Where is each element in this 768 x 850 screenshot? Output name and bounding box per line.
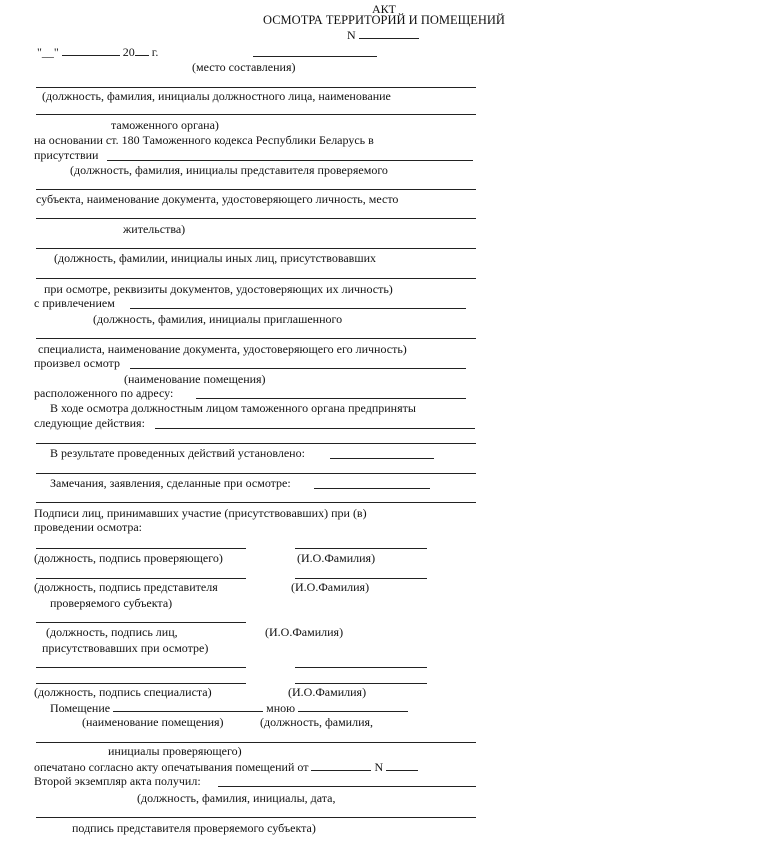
caption-sealing-position: (должность, фамилия, (260, 715, 374, 729)
basis-text: на основании ст. 180 Таможенного кодекса Республики Беларусь в (34, 133, 374, 147)
caption-specialist-2: специалиста, наименование документа, удостоверяющего его личность) (38, 342, 407, 356)
involvement-label: с привлечением (34, 296, 115, 310)
caption-inspector: (должность, подпись проверяющего) (34, 551, 223, 565)
actions-text-2: следующие действия: (34, 416, 145, 430)
actions-field-2 (36, 443, 476, 444)
present-signature-field-2 (36, 667, 246, 668)
caption-representative-sign-2: проверяемого субъекта) (50, 596, 173, 610)
result-field-2 (36, 473, 476, 474)
caption-others-2: при осмотре, реквизиты документов, удостоверяющих их личность) (44, 282, 393, 296)
representative-signature-field (36, 578, 246, 579)
specialist-signature-field (36, 683, 246, 684)
presence-label: присутствии (34, 148, 99, 162)
remarks-label: Замечания, заявления, сделанные при осмотре: (50, 476, 291, 490)
place-field (253, 56, 377, 57)
inspected-field (130, 368, 466, 369)
caption-official-2: таможенного органа) (111, 118, 219, 132)
representative-field-2 (36, 218, 476, 219)
caption-inspector-fio: (И.О.Фамилия) (297, 551, 376, 565)
act-subtitle: ОСМОТРА ТЕРРИТОРИЙ И ПОМЕЩЕНИЙ (263, 13, 505, 27)
caption-representative-1: (должность, фамилия, инициалы представителя проверяемого (70, 163, 388, 177)
caption-received-2: подпись представителя проверяемого субъекта) (72, 821, 316, 835)
caption-premises-name: (наименование помещения) (124, 372, 266, 386)
involvement-field (130, 308, 466, 309)
caption-sealing-name: (наименование помещения) (82, 715, 224, 729)
caption-specialist-sign: (должность, подпись специалиста) (34, 685, 212, 699)
signatures-text-1: Подписи лиц, принимавших участие (присутствовавших) при (в) (34, 506, 367, 520)
inspector-signature-field (36, 548, 246, 549)
address-label: расположенного по адресу: (34, 386, 174, 400)
present-signature-field (36, 622, 246, 623)
representative-field (36, 189, 476, 190)
sealing-line: Помещение мною (50, 700, 408, 715)
present-name-field (295, 667, 427, 668)
sealing-field (36, 742, 476, 743)
caption-sealing-initials: инициалы проверяющего) (108, 744, 242, 758)
caption-representative-2: субъекта, наименование документа, удостоверяющего личность, место (36, 192, 399, 206)
actions-field (155, 428, 475, 429)
caption-received-1: (должность, фамилия, инициалы, дата, (137, 791, 336, 805)
received-field (36, 817, 476, 818)
representative-name-field (295, 578, 427, 579)
caption-official-1: (должность, фамилия, инициалы должностного лица, наименование (42, 89, 391, 103)
result-field (330, 458, 434, 459)
caption-representative-3: жительства) (123, 222, 186, 236)
caption-present-sign-2: присутствовавших при осмотре) (42, 641, 209, 655)
inspected-label: произвел осмотр (34, 356, 120, 370)
official-field-2 (36, 114, 476, 115)
caption-others-1: (должность, фамилии, инициалы иных лиц, присутствовавших (54, 251, 376, 265)
act-number: N (347, 27, 419, 42)
official-field (36, 87, 476, 88)
second-copy-field (218, 786, 476, 787)
signatures-text-2: проведении осмотра: (34, 520, 142, 534)
address-field (196, 398, 466, 399)
caption-place: (место составления) (192, 60, 296, 74)
remarks-field (314, 488, 430, 489)
caption-present-fio: (И.О.Фамилия) (265, 625, 344, 639)
sealed-per-act-line: опечатано согласно акту опечатывания помещений от N (34, 759, 418, 774)
others-field (36, 248, 476, 249)
caption-specialist-1: (должность, фамилия, инициалы приглашенного (93, 312, 343, 326)
specialist-field (36, 338, 476, 339)
caption-representative-fio: (И.О.Фамилия) (291, 580, 370, 594)
inspector-name-field (295, 548, 427, 549)
second-copy-label: Второй экземпляр акта получил: (34, 774, 201, 788)
act-title: АКТ (372, 2, 396, 16)
remarks-field-2 (36, 502, 476, 503)
caption-representative-sign-1: (должность, подпись представителя (34, 580, 218, 594)
others-field-2 (36, 278, 476, 279)
presence-field (107, 160, 473, 161)
result-label: В результате проведенных действий установлено: (50, 446, 305, 460)
caption-present-sign-1: (должность, подпись лиц, (46, 625, 178, 639)
date-line: "__" 20 г. (37, 45, 159, 59)
actions-text-1: В ходе осмотра должностным лицом таможенного органа предприняты (50, 401, 416, 415)
specialist-name-field (295, 683, 427, 684)
caption-specialist-fio: (И.О.Фамилия) (288, 685, 367, 699)
